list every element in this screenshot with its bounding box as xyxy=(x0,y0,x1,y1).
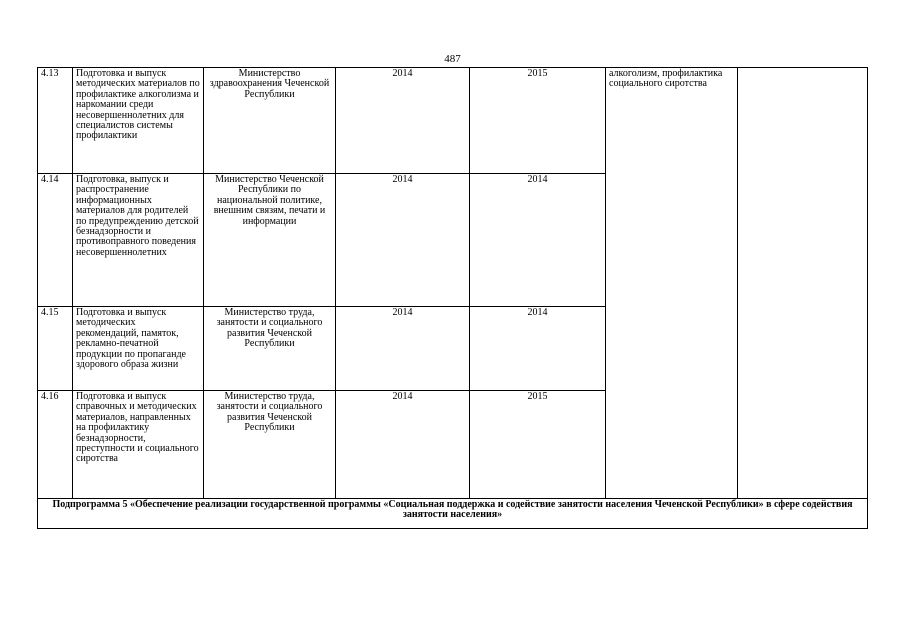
table-row xyxy=(38,68,868,174)
program-table xyxy=(37,67,868,529)
activity-title: Подготовка и выпуск справочных и методических материалов, направленных на профилактику безнадзорности, преступности и социального сиротства xyxy=(73,391,204,499)
activity-title: Подготовка и выпуск методических материалов по профилактике алкоголизма и наркомании среди несовершеннолетних для специалистов системы профилактики xyxy=(73,68,204,174)
page-number: 487 xyxy=(444,53,461,65)
row-number: 4.16 xyxy=(38,391,73,499)
responsible-ministry: Министерство труда, занятости и социального развития Чеченской Республики xyxy=(204,307,336,391)
row-number: 4.14 xyxy=(38,174,73,307)
subprogram-row xyxy=(38,499,868,529)
start-year: 2014 xyxy=(336,174,470,307)
start-year: 2014 xyxy=(336,391,470,499)
subprogram-title: Подпрограмма 5 «Обеспечение реализации государственной программы «Социальная поддержка и содействие занятости населения Чеченской Республики» в сфере содействия занятости населения» xyxy=(38,499,868,529)
start-year: 2014 xyxy=(336,68,470,174)
end-year: 2014 xyxy=(470,174,606,307)
end-year: 2015 xyxy=(470,68,606,174)
activity-title: Подготовка и выпуск методических рекомендаций, памяток, рекламно-печатной продукции по пропаганде здорового образа жизни xyxy=(73,307,204,391)
responsible-ministry: Министерство Чеченской Республики по национальной политике, внешним связям, печати и информации xyxy=(204,174,336,307)
start-year: 2014 xyxy=(336,307,470,391)
responsible-ministry: Министерство здравоохранения Чеченской Республики xyxy=(204,68,336,174)
activity-title: Подготовка, выпуск и распространение информационных материалов для родителей по предупреждению детской безнадзорности и противоправного поведения несовершеннолетних xyxy=(73,174,204,307)
row-number: 4.13 xyxy=(38,68,73,174)
responsible-ministry: Министерство труда, занятости и социального развития Чеченской Республики xyxy=(204,391,336,499)
row-number: 4.15 xyxy=(38,307,73,391)
notes-cell xyxy=(738,68,868,499)
end-year: 2014 xyxy=(470,307,606,391)
expected-result: алкоголизм, профилактика социального сиротства xyxy=(606,68,738,499)
end-year: 2015 xyxy=(470,391,606,499)
